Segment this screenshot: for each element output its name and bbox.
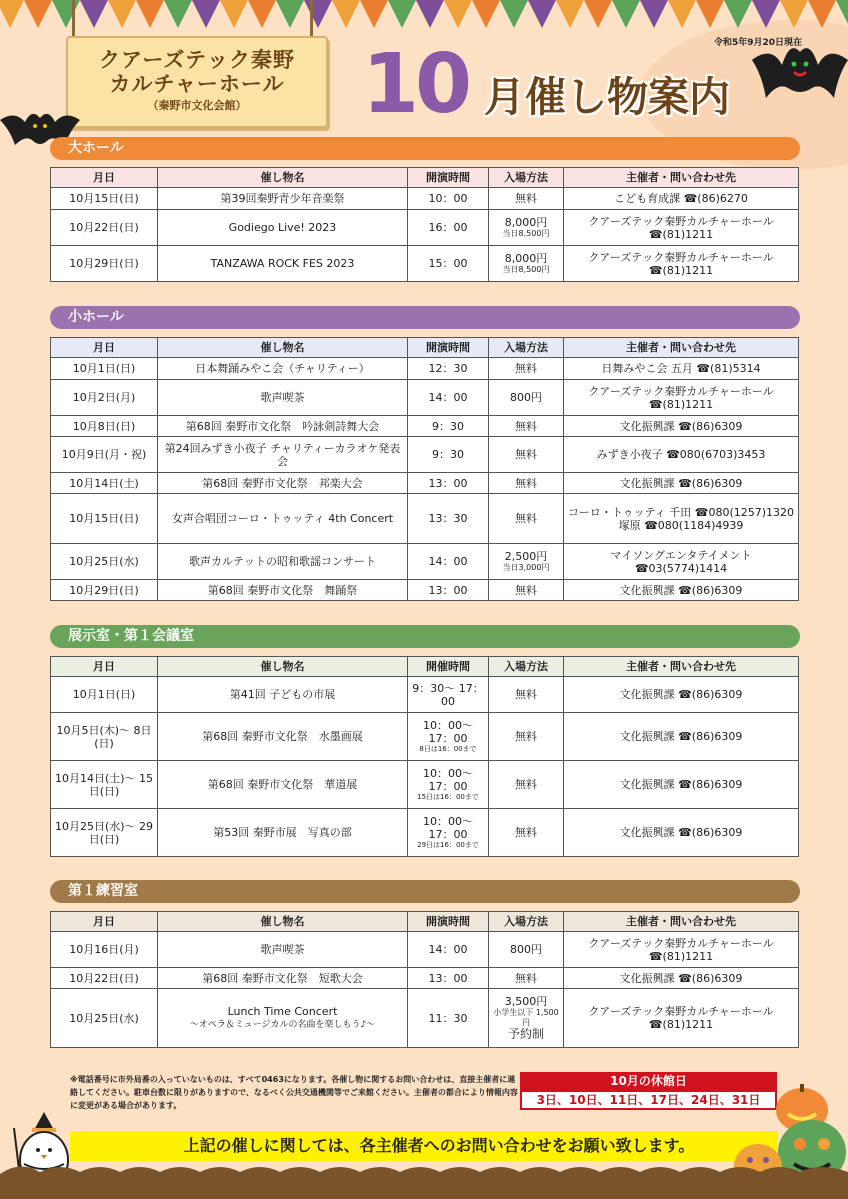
col-entry: 入場方法 [489,657,564,677]
cell-time: 16：00 [408,210,489,246]
cell-contact: みずき小夜子 ☎080(6703)3453 [564,437,799,473]
entry-price: 8,000円 [504,216,548,229]
table-header-row [51,912,799,932]
closed-days-list: 3日、10日、11日、17日、24日、31日 [520,1090,777,1110]
table-row [51,968,799,989]
table-row [51,761,799,809]
small-hall-table [50,337,799,601]
col-time: 開催時間 [408,657,489,677]
sign-rope-right [310,0,313,36]
ground-decoration [0,1160,848,1199]
table-row [51,210,799,246]
month-number: 10 [362,37,469,132]
col-contact: 主催者・問い合わせ先 [564,338,799,358]
table-row [51,473,799,494]
cell-event: 第68回 秦野市文化祭 吟詠剣詩舞大会 [158,416,408,437]
cell-time [408,809,489,857]
entry-door-price: 当日8,500円 [502,229,550,238]
cell-event: TANZAWA ROCK FES 2023 [158,246,408,282]
table-row [51,246,799,282]
cell-event: 第41回 子どもの市展 [158,677,408,713]
table-row [51,809,799,857]
event-subtitle: 〜オペラ＆ミュージカルの名曲を楽しもう♪〜 [189,1019,376,1030]
col-date: 月日 [51,338,158,358]
cell-entry: 無料 [489,677,564,713]
exhibition-table [50,656,799,857]
cell-time: 10：00 [408,188,489,210]
cell-entry [489,544,564,580]
col-entry: 入場方法 [489,168,564,188]
cell-date: 10月8日(日) [51,416,158,437]
cell-entry: 無料 [489,188,564,210]
cell-event: 女声合唱団コーロ・トゥッティ 4th Concert [158,494,408,544]
entry-reservation: 予約制 [507,1027,544,1041]
time-range: 10：00〜 17：00 [423,719,473,745]
sign-rope-left [72,0,75,36]
col-event: 催し物名 [158,657,408,677]
col-entry: 入場方法 [489,338,564,358]
cell-date: 10月25日(水)〜 29日(日) [51,809,158,857]
cell-contact: 文化振興課 ☎(86)6309 [564,416,799,437]
entry-door-price: 当日3,000円 [502,563,550,572]
cell-contact: クアーズテック秦野カルチャーホール ☎(81)1211 [564,932,799,968]
cell-event: 第68回 秦野市文化祭 舞踊祭 [158,580,408,601]
col-time: 開演時間 [408,338,489,358]
cell-event: 第39回秦野青少年音楽祭 [158,188,408,210]
entry-price: 3,500円 [504,995,548,1008]
time-range: 10：00〜 17：00 [423,815,473,841]
bunting-decoration [0,0,848,30]
cell-time: 13：00 [408,473,489,494]
event-title: Lunch Time Concert [227,1004,338,1018]
cell-contact: マイソングエンタテイメント ☎03(5774)1414 [564,544,799,580]
cell-time: 14：00 [408,544,489,580]
cell-time: 9：30 [408,416,489,437]
col-entry: 入場方法 [489,912,564,932]
section-practice-room: 第１練習室 [50,880,800,903]
cell-entry: 無料 [489,437,564,473]
col-event: 催し物名 [158,338,408,358]
cell-date: 10月14日(土) [51,473,158,494]
cell-time: 12：30 [408,358,489,380]
cell-event [158,989,408,1048]
cell-entry [489,246,564,282]
cell-event: 歌声カルテットの昭和歌謡コンサート [158,544,408,580]
cell-entry: 800円 [489,932,564,968]
venue-subname: （秦野市文化会館） [147,99,247,112]
inquiry-banner: 上記の催しに関しては、各主催者へのお問い合わせをお願い致します。 [70,1131,778,1161]
cell-event: Godiego Live! 2023 [158,210,408,246]
cell-event: 歌声喫茶 [158,380,408,416]
table-header-row [51,338,799,358]
cell-contact: 文化振興課 ☎(86)6309 [564,473,799,494]
col-time: 開演時間 [408,912,489,932]
cell-contact: クアーズテック秦野カルチャーホール ☎(81)1211 [564,246,799,282]
cell-contact: 文化振興課 ☎(86)6309 [564,809,799,857]
cell-contact: 文化振興課 ☎(86)6309 [564,580,799,601]
cell-date: 10月25日(水) [51,544,158,580]
cell-time: 13：00 [408,968,489,989]
table-header-row [51,168,799,188]
section-exhibition: 展示室・第１会議室 [50,625,800,648]
cell-date: 10月1日(日) [51,677,158,713]
cell-date: 10月25日(水) [51,989,158,1048]
col-contact: 主催者・問い合わせ先 [564,657,799,677]
closed-days-title: 10月の休館日 [520,1072,777,1090]
table-row [51,932,799,968]
table-row [51,437,799,473]
cell-date: 10月22日(日) [51,968,158,989]
cell-entry: 無料 [489,580,564,601]
entry-child-price: 小学生以下 1,500円 [493,1008,559,1027]
table-row [51,188,799,210]
large-hall-table [50,167,799,282]
cell-date: 10月14日(土)〜 15日(日) [51,761,158,809]
table-row [51,358,799,380]
cell-event: 第68回 秦野市文化祭 邦楽大会 [158,473,408,494]
entry-price: 8,000円 [504,252,548,265]
cell-date: 10月15日(日) [51,188,158,210]
col-date: 月日 [51,657,158,677]
col-date: 月日 [51,168,158,188]
cell-contact: 文化振興課 ☎(86)6309 [564,968,799,989]
cell-entry: 無料 [489,968,564,989]
table-row [51,713,799,761]
cell-contact: 日舞みやこ会 五月 ☎(81)5314 [564,358,799,380]
cell-contact: こども育成課 ☎(86)6270 [564,188,799,210]
footer-note: ※電話番号に市外局番の入っていないものは、すべて0463になります。各催し物に関するお問い合わせは、直接主催者に連絡してください。駐車台数に限りがありますので、なるべく公共交通機関等でご来館ください。主催者の都合により情報内容に変更がある場合があります。 [70,1075,518,1110]
col-date: 月日 [51,912,158,932]
cell-event: 歌声喫茶 [158,932,408,968]
cell-date: 10月9日(月・祝) [51,437,158,473]
cell-time: 13：00 [408,580,489,601]
table-row [51,989,799,1048]
venue-name-line2: カルチャーホール [109,72,285,96]
entry-door-price: 当日8,500円 [502,265,550,274]
cell-time: 14：00 [408,380,489,416]
cell-date: 10月1日(日) [51,358,158,380]
cell-contact: クアーズテック秦野カルチャーホール ☎(81)1211 [564,210,799,246]
cell-contact: 文化振興課 ☎(86)6309 [564,761,799,809]
bat-right-icon [752,30,848,100]
cell-entry [489,989,564,1048]
practice-room-table [50,911,799,1048]
time-note: 15日は16：00まで [417,793,479,801]
cell-date: 10月16日(月) [51,932,158,968]
time-note: 29日は16：00まで [417,841,479,849]
cell-contact: クアーズテック秦野カルチャーホール ☎(81)1211 [564,380,799,416]
col-contact: 主催者・問い合わせ先 [564,168,799,188]
cell-entry: 無料 [489,761,564,809]
cell-entry: 無料 [489,473,564,494]
cell-time [408,713,489,761]
page-title: 月催し物案内 [484,73,730,121]
section-large-hall: 大ホール [50,137,800,160]
col-event: 催し物名 [158,168,408,188]
cell-event: 第53回 秦野市展 写真の部 [158,809,408,857]
cell-event: 日本舞踊みやこ会（チャリティー） [158,358,408,380]
time-note: 8日は16：00まで [419,745,477,753]
cell-event: 第68回 秦野市文化祭 華道展 [158,761,408,809]
cell-time: 14：00 [408,932,489,968]
table-row [51,380,799,416]
cell-time [408,761,489,809]
cell-date: 10月22日(日) [51,210,158,246]
cell-event: 第24回みずき小夜子 チャリティーカラオケ発表会 [158,437,408,473]
table-row [51,677,799,713]
cell-date: 10月15日(日) [51,494,158,544]
table-row [51,494,799,544]
col-time: 開演時間 [408,168,489,188]
cell-time: 9：30 [408,437,489,473]
cell-event: 第68回 秦野市文化祭 短歌大会 [158,968,408,989]
cell-entry: 無料 [489,713,564,761]
cell-date: 10月5日(木)〜 8日(日) [51,713,158,761]
venue-name-line1: クアーズテック秦野 [99,48,295,72]
cell-date: 10月29日(日) [51,580,158,601]
venue-sign [66,36,328,128]
col-event: 催し物名 [158,912,408,932]
cell-entry: 800円 [489,380,564,416]
cell-time: 15：00 [408,246,489,282]
cell-contact: コーロ・トゥッティ 千田 ☎080(1257)1320 塚原 ☎080(1184)4939 [564,494,799,544]
cell-contact: 文化振興課 ☎(86)6309 [564,677,799,713]
cell-entry: 無料 [489,358,564,380]
cell-contact: クアーズテック秦野カルチャーホール ☎(81)1211 [564,989,799,1048]
table-header-row [51,657,799,677]
cell-contact: 文化振興課 ☎(86)6309 [564,713,799,761]
cell-date: 10月29日(日) [51,246,158,282]
cell-time: 13：30 [408,494,489,544]
cell-event: 第68回 秦野市文化祭 水墨画展 [158,713,408,761]
cell-entry: 無料 [489,416,564,437]
table-row [51,416,799,437]
table-row [51,544,799,580]
cell-time: 11：30 [408,989,489,1048]
cell-entry [489,210,564,246]
cell-time: 9：30〜 17：00 [408,677,489,713]
cell-entry: 無料 [489,494,564,544]
time-range: 10：00〜 17：00 [423,767,473,793]
table-row [51,580,799,601]
as-of-date: 令和5年9月20日現在 [713,38,802,48]
section-small-hall: 小ホール [50,306,800,329]
cell-date: 10月2日(月) [51,380,158,416]
entry-price: 2,500円 [504,550,548,563]
cell-entry: 無料 [489,809,564,857]
col-contact: 主催者・問い合わせ先 [564,912,799,932]
